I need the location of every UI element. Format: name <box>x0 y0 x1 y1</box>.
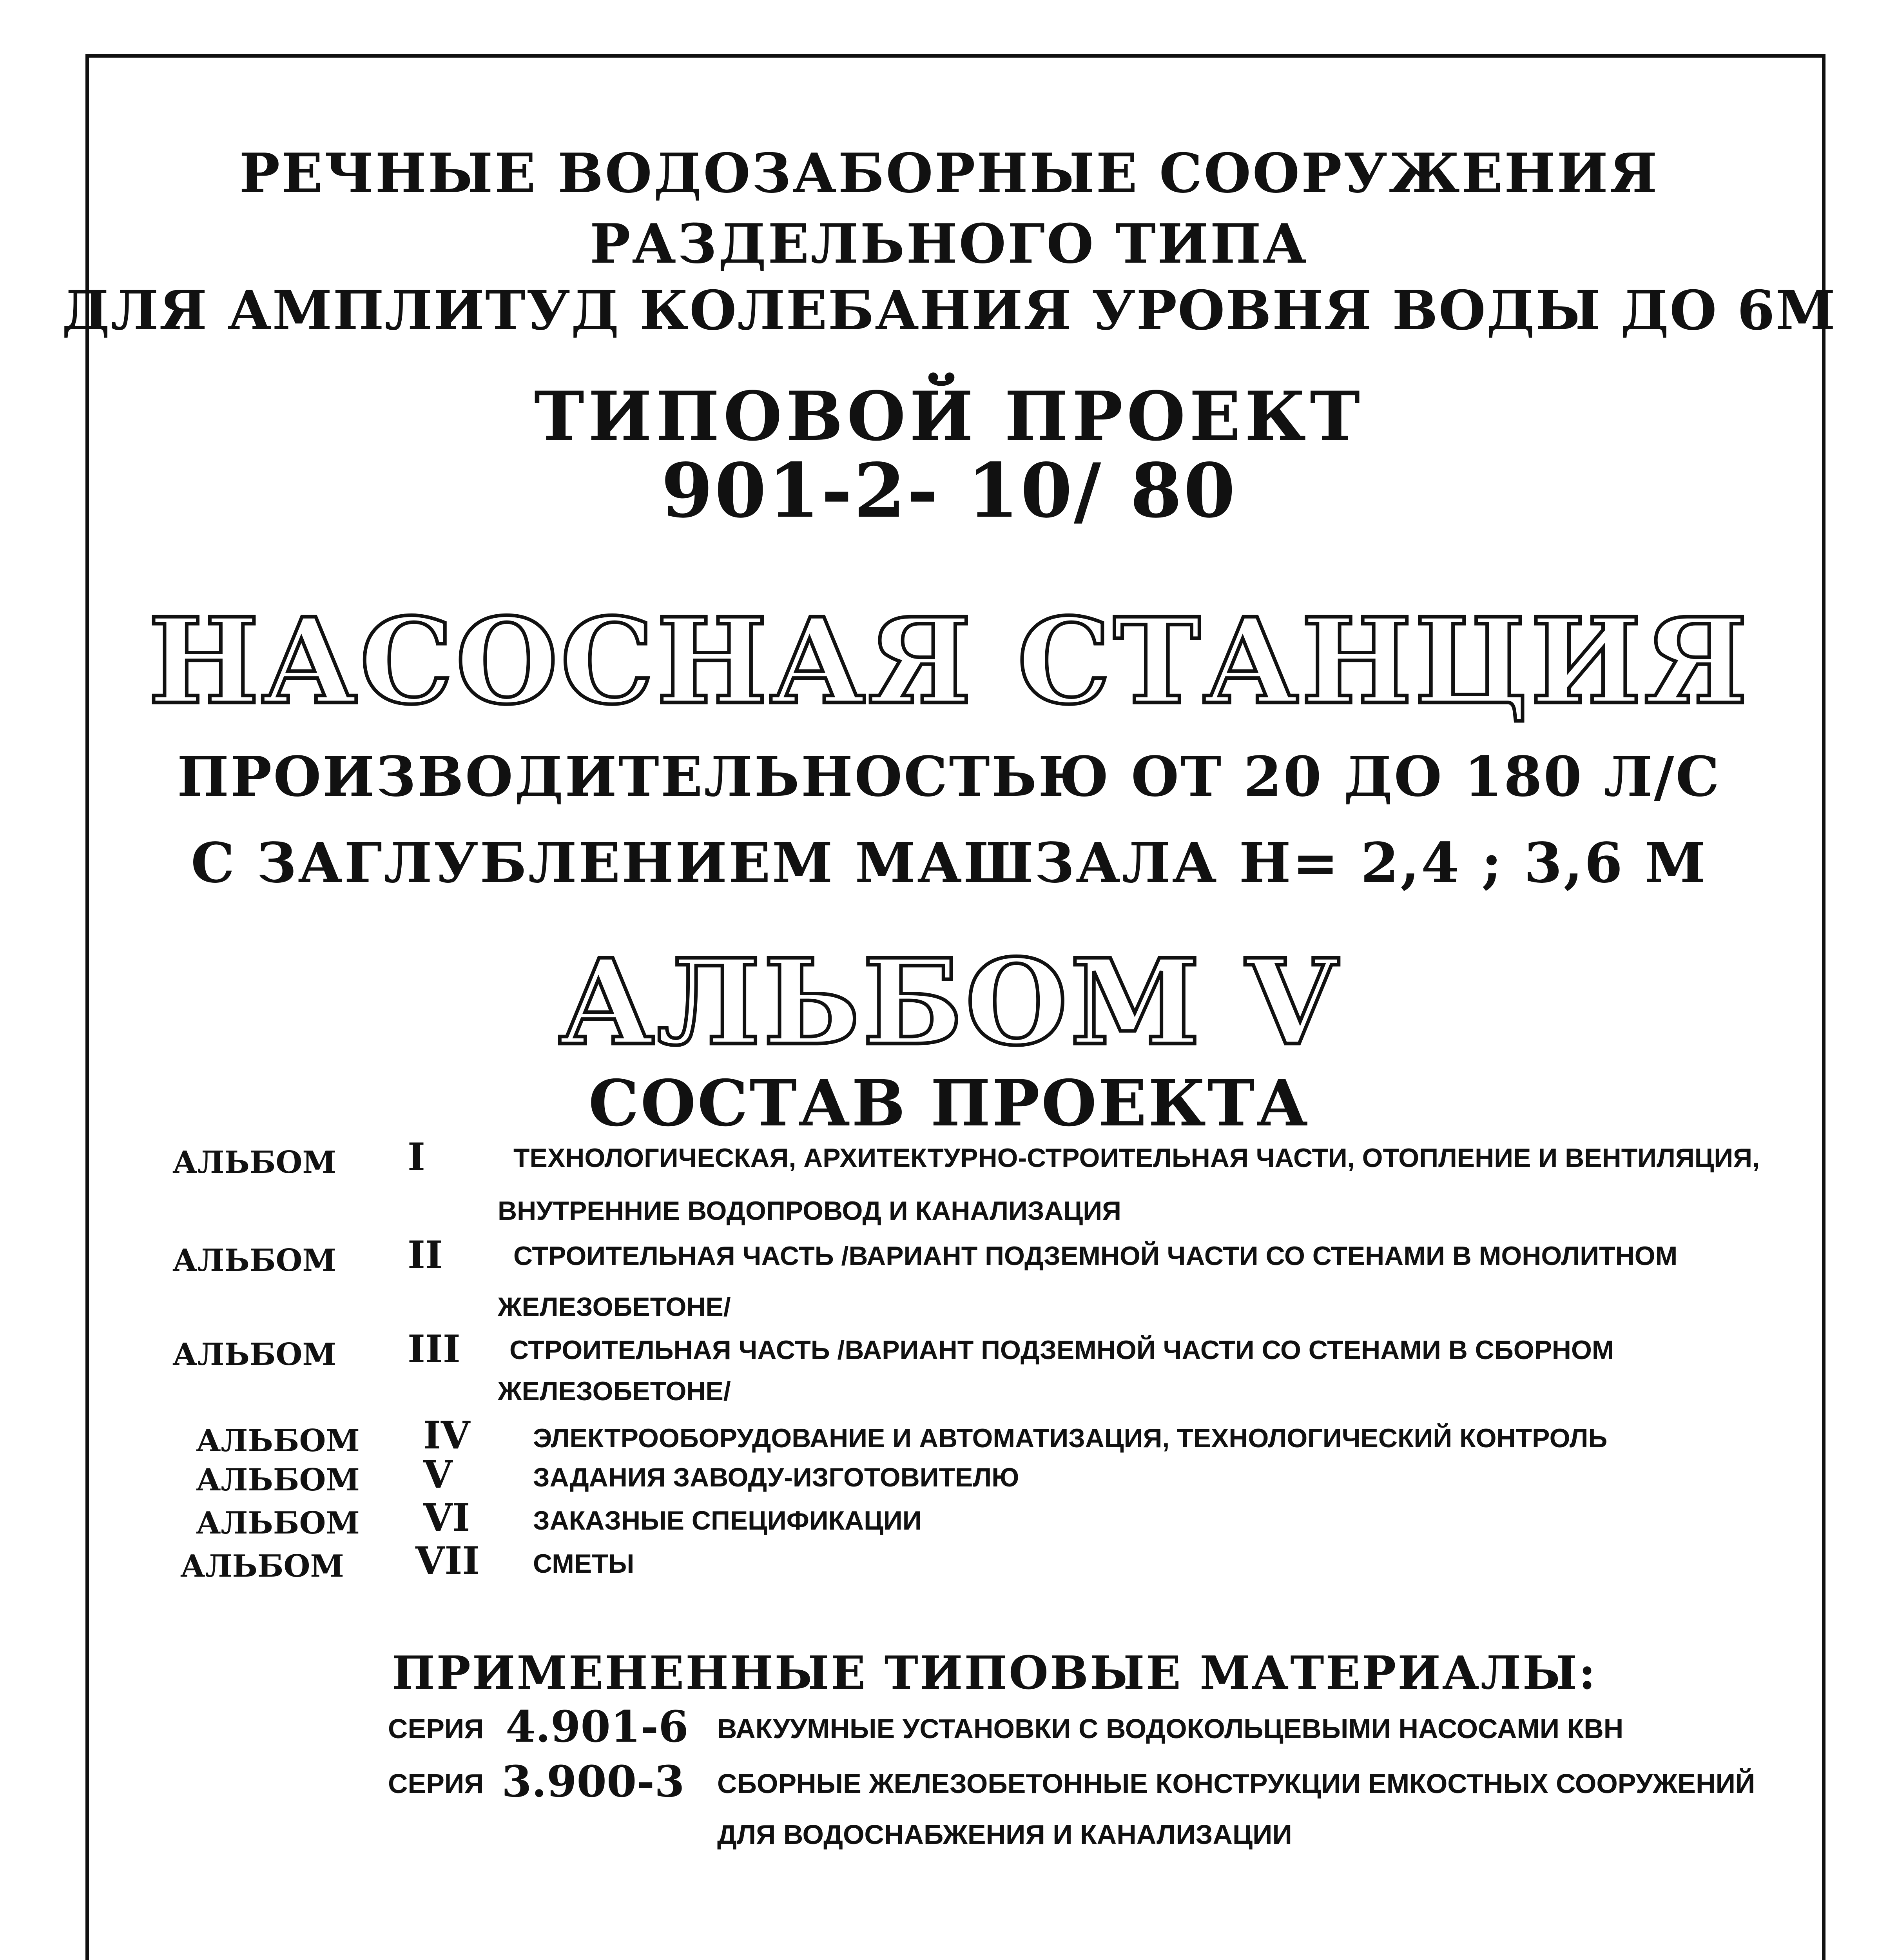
album-description-line: ВНУТРЕННИЕ ВОДОПРОВОД И КАНАЛИЗАЦИЯ <box>498 1196 1121 1226</box>
album-number: II <box>408 1233 443 1277</box>
station-capacity: ПРОИЗВОДИТЕЛЬНОСТЬЮ ОТ 20 ДО 180 Л/С <box>177 745 1721 809</box>
album-description-line: СТРОИТЕЛЬНАЯ ЧАСТЬ /ВАРИАНТ ПОДЗЕМНОЙ ЧАСТИ СО СТЕНАМИ В МОНОЛИТНОМ <box>513 1241 1678 1271</box>
album-description-line: ЗАКАЗНЫЕ СПЕЦИФИКАЦИИ <box>533 1506 922 1535</box>
station-title: НАСОСНАЯ СТАНЦИЯ <box>148 592 1750 730</box>
album-label: АЛЬБОМ <box>196 1462 360 1498</box>
album-number: VI <box>423 1495 470 1540</box>
album-number: IV <box>423 1413 470 1457</box>
header-line-2: РАЗДЕЛЬНОГО ТИПА <box>589 212 1309 276</box>
album-number: V <box>423 1452 453 1497</box>
series-number: 3.900-3 <box>502 1756 685 1807</box>
header-line-1: РЕЧНЫЕ ВОДОЗАБОРНЫЕ СООРУЖЕНИЯ <box>239 141 1659 205</box>
project-type-label: ТИПОВОЙ ПРОЕКТ <box>534 376 1364 456</box>
album-label: АЛЬБОМ <box>196 1505 360 1541</box>
album-label: АЛЬБОМ <box>196 1423 360 1459</box>
series-description: ВАКУУМНЫЕ УСТАНОВКИ С ВОДОКОЛЬЦЕВЫМИ НАСОСАМИ КВН <box>717 1713 1624 1744</box>
album-description-line: ТЕХНОЛОГИЧЕСКАЯ, АРХИТЕКТУРНО-СТРОИТЕЛЬНАЯ ЧАСТИ, ОТОПЛЕНИЕ И ВЕНТИЛЯЦИЯ, <box>513 1143 1760 1173</box>
album-description-line: ЗАДАНИЯ ЗАВОДУ-ИЗГОТОВИТЕЛЮ <box>533 1463 1019 1492</box>
album-description-line: ЭЛЕКТРООБОРУДОВАНИЕ И АВТОМАТИЗАЦИЯ, ТЕХНОЛОГИЧЕСКИЙ КОНТРОЛЬ <box>533 1423 1608 1453</box>
composition-heading: СОСТАВ ПРОЕКТА <box>588 1066 1310 1141</box>
album-title: АЛЬБОМ V <box>558 933 1340 1071</box>
header-line-3: ДЛЯ АМПЛИТУД КОЛЕБАНИЯ УРОВНЯ ВОДЫ ДО 6М <box>62 278 1836 342</box>
album-label: АЛЬБОМ <box>172 1243 336 1278</box>
album-number: III <box>408 1327 460 1371</box>
album-number: VII <box>415 1539 480 1583</box>
album-label: АЛЬБОМ <box>172 1145 336 1180</box>
album-description-line: СТРОИТЕЛЬНАЯ ЧАСТЬ /ВАРИАНТ ПОДЗЕМНОЙ ЧАСТИ СО СТЕНАМИ В СБОРНОМ <box>509 1335 1614 1365</box>
series-number: 4.901-6 <box>506 1701 689 1752</box>
project-number: 901-2- 10/ 80 <box>661 447 1237 534</box>
album-label: АЛЬБОМ <box>172 1337 336 1372</box>
album-label: АЛЬБОМ <box>180 1548 344 1584</box>
materials-heading: ПРИМЕНЕННЫЕ ТИПОВЫЕ МАТЕРИАЛЫ: <box>392 1646 1597 1700</box>
album-description-line: ЖЕЛЕЗОБЕТОНЕ/ <box>498 1292 731 1322</box>
album-number: I <box>408 1135 425 1179</box>
series-description: СБОРНЫЕ ЖЕЛЕЗОБЕТОННЫЕ КОНСТРУКЦИИ ЕМКОСТНЫХ СООРУЖЕНИЙ <box>717 1768 1755 1799</box>
station-depth: С ЗАГЛУБЛЕНИЕМ МАШЗАЛА Н= 2,4 ; 3,6 М <box>191 831 1707 895</box>
album-description-line: ЖЕЛЕЗОБЕТОНЕ/ <box>498 1376 731 1406</box>
series-label: СЕРИЯ <box>388 1713 484 1744</box>
series-label: СЕРИЯ <box>388 1768 484 1799</box>
album-description-line: СМЕТЫ <box>533 1549 634 1579</box>
series-description-continued: ДЛЯ ВОДОСНАБЖЕНИЯ И КАНАЛИЗАЦИИ <box>717 1819 1292 1850</box>
